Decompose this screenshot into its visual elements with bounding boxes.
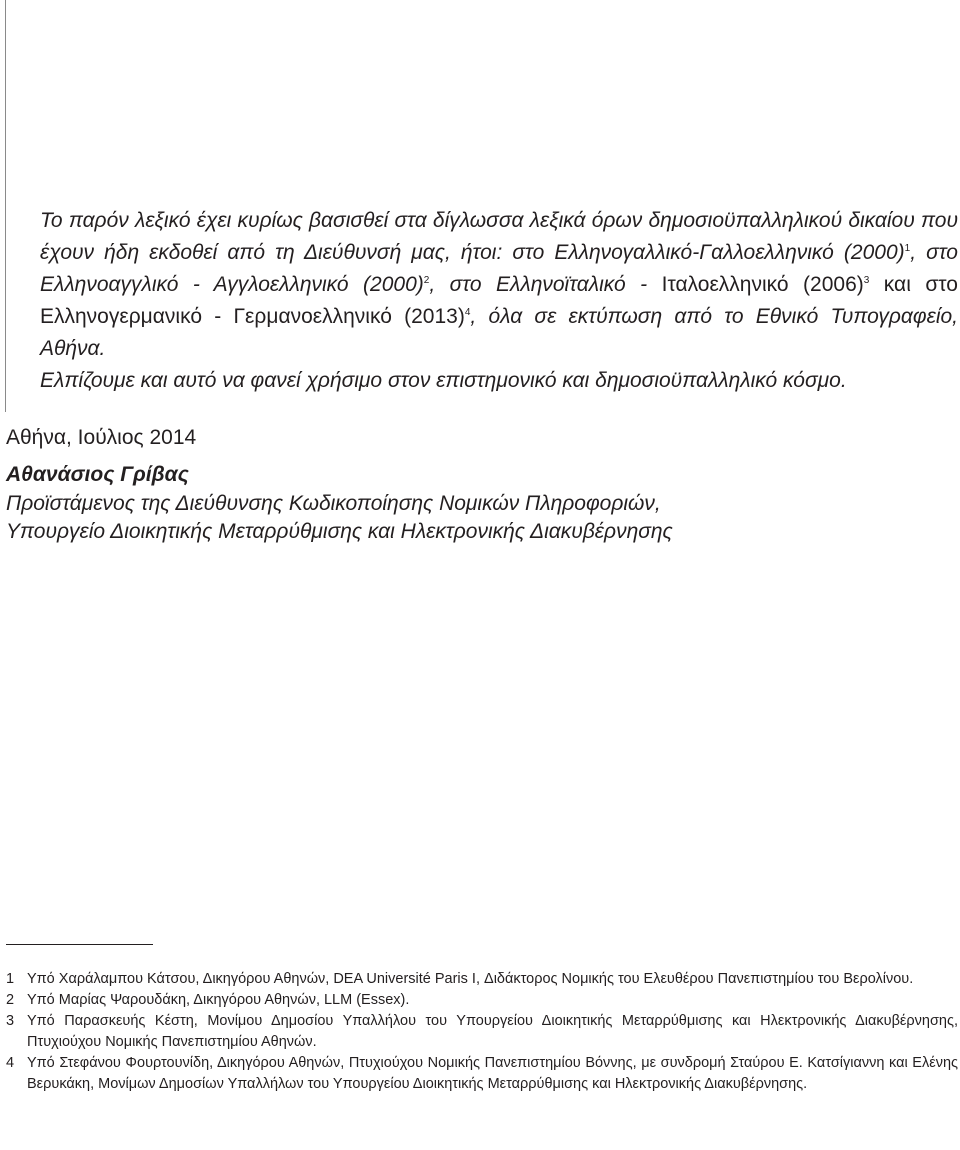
margin-rule [5, 0, 6, 412]
intro-text-5: και στο Ελληνογερμανικό - Γερμανοελληνικό (2013) [40, 273, 958, 328]
footnote-item [6, 969, 958, 990]
footnote-ref-3[interactable]: 3 [863, 275, 870, 286]
intro-text-4: Ιταλοελληνικό (2006) [661, 273, 864, 296]
footnote-ref-4[interactable]: 4 [464, 307, 471, 318]
footnote-text: Υπό Χαράλαμπου Κάτσου, Δικηγόρου Αθηνών, DEA Université Paris I, Διδάκτορος Νομικής του Ελευθέρου Πανεπιστημίου του Βερολίνου. [27, 971, 914, 987]
footnote-text: Υπό Μαρίας Ψαρουδάκη, Δικηγόρου Αθηνών, LLM (Essex). [27, 992, 410, 1008]
footnote-item [6, 1011, 958, 1053]
footnote-text: Υπό Παρασκευής Κέστη, Μονίμου Δημοσίου Υπαλλήλου του Υπουργείου Διοικητικής Μεταρρύθμισης και Ηλεκτρονικής Διακυβέρνησης, Πτυχιούχου Νομικής Πανεπιστημίου Αθηνών. [27, 1013, 958, 1050]
affiliation-line-1: Προϊστάμενος της Διεύθυνσης Κωδικοποίησης Νομικών Πληροφοριών, [6, 492, 661, 515]
intro-text-3: , στο Ελληνοϊταλικό - [429, 273, 662, 296]
footnote-number: 1 [6, 971, 15, 987]
footnote-item [6, 1053, 958, 1095]
author-name: Αθανάσιος Γρίβας [6, 463, 189, 486]
footnote-number: 2 [6, 992, 15, 1008]
footnote-item [6, 990, 958, 1011]
intro-text-6: , όλα σε εκτύπωση από το Εθνικό Τυπογραφείο, Αθήνα. [40, 305, 959, 360]
dateline: Αθήνα, Ιούλιος 2014 [6, 426, 197, 449]
footnote-separator [6, 944, 153, 945]
footnote-number: 3 [6, 1013, 15, 1029]
intro-text-1: Το παρόν λεξικό έχει κυρίως βασισθεί στα δίγλωσσα λεξικά όρων δημοσιοϋπαλληλικού δικαίου που έχουν ήδη εκδοθεί από τη Διεύθυνσή μας, ήτοι: στο Ελληνογαλλικό-Γαλλοελληνικό (2000) [40, 209, 958, 264]
footnote-number: 4 [6, 1055, 15, 1071]
affiliation-line-2: Υπουργείο Διοικητικής Μεταρρύθμισης και Ηλεκτρονικής Διακυβέρνησης [6, 520, 673, 543]
footnote-ref-1[interactable]: 1 [904, 243, 911, 254]
intro-closing: Ελπίζουμε και αυτό να φανεί χρήσιμο στον επιστημονικό και δημοσιοϋπαλληλικό κόσμο. [40, 369, 847, 392]
footnote-ref-2[interactable]: 2 [423, 275, 430, 286]
intro-text-2: , στο Ελληνοαγγλικό - Αγγλοελληνικό (2000) [40, 241, 958, 296]
author-affiliation [6, 490, 673, 546]
footnote-text: Υπό Στεφάνου Φουρτουνίδη, Δικηγόρου Αθηνών, Πτυχιούχου Νομικής Πανεπιστημίου Βόννης, με συνδρομή Σταύρου Ε. Κατσίγιαννη και Ελένης Βερυκάκη, Μονίμων Δημοσίων Υπαλλήλων του Υπουργείου Διοικητικής Μεταρρύθμισης και Ηλεκτρονικής Διακυβέρνησης. [27, 1055, 958, 1092]
intro-paragraph [40, 205, 958, 397]
footnotes-list [6, 969, 958, 1095]
